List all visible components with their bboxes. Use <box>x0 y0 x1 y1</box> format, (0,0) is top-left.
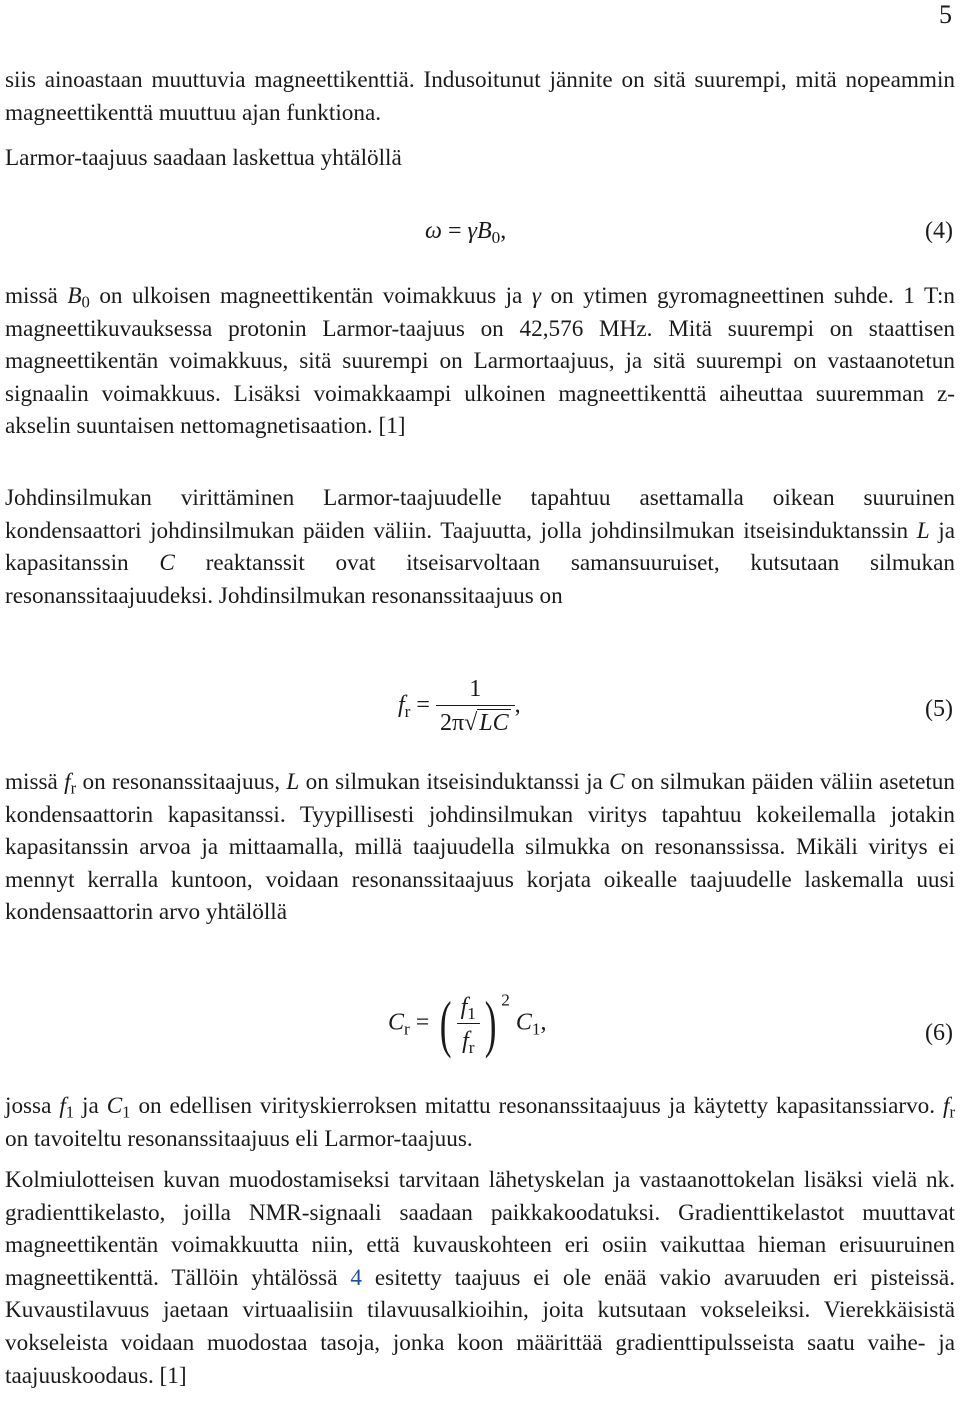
c-symbol: C <box>106 1093 123 1119</box>
sqrt-content: LC <box>479 710 509 736</box>
gamma-symbol: γ <box>531 283 541 309</box>
subscript: 0 <box>491 227 501 247</box>
f-symbol: f <box>943 1093 950 1119</box>
denominator <box>457 1024 480 1055</box>
paragraph-6 <box>5 1090 955 1155</box>
numerator: 1 <box>436 676 515 706</box>
text-run: on ulkoisen magneettikentän voimakkuus ja <box>89 283 532 309</box>
subscript: r <box>70 778 77 798</box>
c-symbol: C <box>515 1009 532 1036</box>
sqrt-icon: √ <box>464 710 478 736</box>
equation-4 <box>0 218 960 254</box>
subscript: 1 <box>531 1019 541 1039</box>
text-run: on silmukan itseisinduktanssi ja <box>299 769 610 795</box>
subscript: 1 <box>467 1003 476 1023</box>
c-symbol: C <box>609 769 625 795</box>
text-run: ja <box>74 1093 107 1119</box>
equation-number-5: (5) <box>925 696 953 722</box>
text-run: on resonanssitaajuus, <box>76 769 287 795</box>
l-symbol: L <box>286 769 300 795</box>
comma: , <box>514 692 521 719</box>
equation-number-4: (4) <box>925 218 953 244</box>
exponent: 2 <box>501 990 510 1010</box>
left-paren: ( <box>440 988 452 1059</box>
two-pi: 2π <box>439 710 465 736</box>
paragraph-4 <box>5 482 955 612</box>
text-run: on silmukan päiden väliin asetetun kondensaattorin kapasitanssi. Tyypillisesti johdinsilmukan viritys tapahtuu kokeilemalla jotakin kapasitanssin arvoa ja mittaamalla, millä taajuudella silmukka on resonanssissa. Mikäli viritys ei mennyt kerralla kuntoon, voidaan resonanssitaajuus korjata oikealle taajuudelle laskemalla uusi kondensaattorin arvo yhtälöllä <box>5 769 955 926</box>
f-symbol: f <box>462 1027 469 1054</box>
text-run: on ytimen gyromagneettinen suhde. 1 T:n magneettikuvauksessa protonin Larmor-taajuus on 42,576 MHz. Mitä suurempi on staattisen magneettikentän voimakkuus, sitä suurempi on Larmortaajuus, ja sitä suurempi on vastaanotetun signaalin voimakkuus. Lisäksi voimakkaampi ulkoinen magneettikenttä aiheuttaa suuremman z-akselin suuntaisen nettomagnetisaation. [1] <box>5 283 955 440</box>
numerator <box>457 994 480 1024</box>
equation-number-6: (6) <box>925 1020 953 1046</box>
equation-4-body <box>425 218 506 245</box>
fraction <box>457 994 480 1055</box>
text-run: missä <box>5 769 65 795</box>
text-run: Kolmiulotteisen kuvan muodostamiseksi tarvitaan lähetyskelan ja vastaanottokelan lisäksi vielä nk. gradienttikelasto, joilla NMR-signaali saadaan paikkakoodatuksi. Gradienttikelastot muuttavat magneettikentän voimakkuutta niin, että kuvauskohteen eri osiin vaikuttaa hieman erisuuruinen magneettikenttä. Tällöin yhtälössä <box>5 1167 955 1291</box>
equation-5 <box>0 672 960 752</box>
equation-5-body <box>398 676 521 737</box>
subscript: r <box>404 1019 410 1039</box>
equals-sign: = <box>415 1009 430 1036</box>
equals-sign: = <box>416 692 430 719</box>
right-paren: ) <box>484 988 497 1059</box>
paragraph-5 <box>5 766 955 929</box>
gamma-symbol: γ <box>467 218 477 244</box>
c-symbol: C <box>388 1009 405 1036</box>
page-number: 5 <box>939 0 952 29</box>
f-symbol: f <box>398 692 405 719</box>
comma: , <box>500 218 507 244</box>
b-symbol: B <box>476 218 492 244</box>
equation-reference-link[interactable]: 4 <box>350 1264 362 1291</box>
subscript: 1 <box>65 1102 75 1122</box>
text-run: Johdinsilmukan virittäminen Larmor-taajuudelle tapahtuu asettamalla oikean suuruinen kondensaattori johdinsilmukan päiden väliin. Taajuutta, jolla johdinsilmukan itseisinduktanssin <box>5 485 955 544</box>
subscript: 1 <box>122 1102 131 1122</box>
text-run: on tavoiteltu resonanssitaajuus eli Larmor-taajuus. <box>5 1125 473 1152</box>
text-run: esitetty taajuus ei ole enää vakio avaruuden eri pisteissä. Kuvaustilavuus jaetaan virtuaalisiin tilavuusalkioihin, joita kutsutaan vokseleiksi. Vierekkäisistä vokseleista voidaan muodostaa tasoja, jonka koon määrittää gradienttipulsseista saatu vaihe- ja taajuuskoodaus. [1] <box>5 1264 955 1389</box>
c-symbol: C <box>159 550 175 577</box>
subscript: r <box>468 1037 475 1057</box>
denominator <box>436 706 515 737</box>
text-run: jossa <box>5 1093 60 1119</box>
b-symbol: B <box>67 283 82 309</box>
paragraph-7 <box>5 1164 955 1392</box>
subscript: r <box>404 701 411 721</box>
text-run: ja kapasitanssin <box>5 517 956 577</box>
equation-6-body <box>388 988 547 1059</box>
paragraph-2: Larmor-taajuus saadaan laskettua yhtälöllä <box>5 145 402 171</box>
text-run: on edellisen virityskierroksen mitattu resonanssitaajuus ja käytetty kapasitanssiarvo. <box>130 1093 943 1119</box>
paragraph-1: siis ainoastaan muuttuvia magneettikenttiä. Indusoitunut jännite on sitä suurempi, mitä nopeammin magneettikenttä muuttuu ajan funktiona. <box>5 67 955 126</box>
f-symbol: f <box>64 769 71 795</box>
text-run: missä <box>5 283 68 309</box>
f-symbol: f <box>460 993 468 1020</box>
paragraph-3 <box>5 280 955 443</box>
l-symbol: L <box>916 517 930 544</box>
equals-sign: = <box>447 218 462 244</box>
fraction <box>436 676 515 737</box>
f-symbol: f <box>59 1093 66 1119</box>
subscript: r <box>949 1102 956 1122</box>
comma: , <box>540 1009 547 1036</box>
subscript: 0 <box>81 292 90 312</box>
omega-symbol: ω <box>425 218 442 244</box>
equation-6 <box>0 990 960 1076</box>
text-run: reaktanssit ovat itseisarvoltaan samansuuruiset, kutsutaan silmukan resonanssitaajuudeksi. Johdinsilmukan resonanssitaajuus on <box>5 550 955 609</box>
